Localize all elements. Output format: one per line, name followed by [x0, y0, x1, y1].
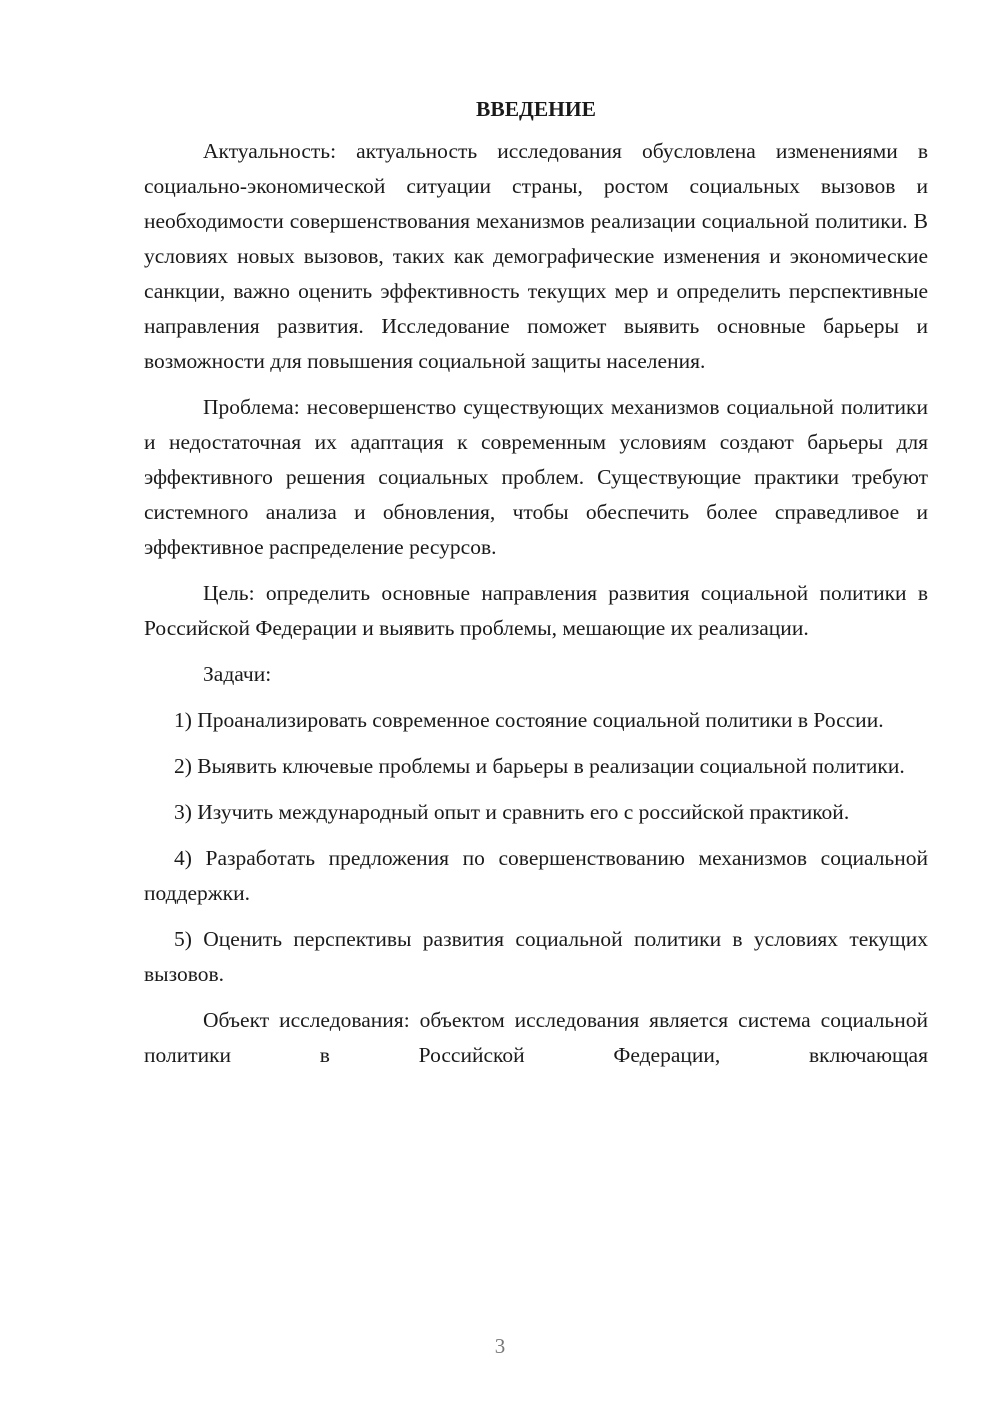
paragraph-problem: Проблема: несовершенство существующих механизмов социальной политики и недостаточная их адаптация к современным условиям создают барьеры для эффективного решения социальных проблем. Существующие практики требуют системного анализа и обновления, чтобы обеспечить более справедливое и эффективное распределение ресурсов. [144, 395, 928, 559]
task-item-1: 1) Проанализировать современное состояние социальной политики в России. [174, 708, 884, 732]
task-item-3: 3) Изучить международный опыт и сравнить его с российской практикой. [174, 800, 850, 824]
task-item-2: 2) Выявить ключевые проблемы и барьеры в реализации социальной политики. [174, 754, 905, 778]
tasks-heading: Задачи: [203, 662, 272, 686]
page-content [144, 92, 928, 1084]
task-item-5: 5) Оценить перспективы развития социальной политики в условиях текущих вызовов. [144, 927, 928, 986]
task-item-4: 4) Разработать предложения по совершенствованию механизмов социальной поддержки. [144, 846, 928, 905]
page-number: 3 [494, 1334, 506, 1358]
paragraph-relevance: Актуальность: актуальность исследования обусловлена изменениями в социально-экономической ситуации страны, ростом социальных вызовов и необходимости совершенствования механизмов реализации социальной политики. В условиях новых вызовов, таких как демографические изменения и экономические санкции, важно оценить эффективность текущих мер и определить перспективные направления развития. Исследование поможет выявить основные барьеры и возможности для повышения социальной защиты населения. [144, 139, 928, 373]
section-title: ВВЕДЕНИЕ [476, 97, 596, 121]
paragraph-goal: Цель: определить основные направления развития социальной политики в Российской Федерации и выявить проблемы, мешающие их реализации. [144, 581, 928, 640]
paragraph-object: Объект исследования: объектом исследования является система социальной политики в Российской Федерации, включающая [144, 1008, 928, 1067]
